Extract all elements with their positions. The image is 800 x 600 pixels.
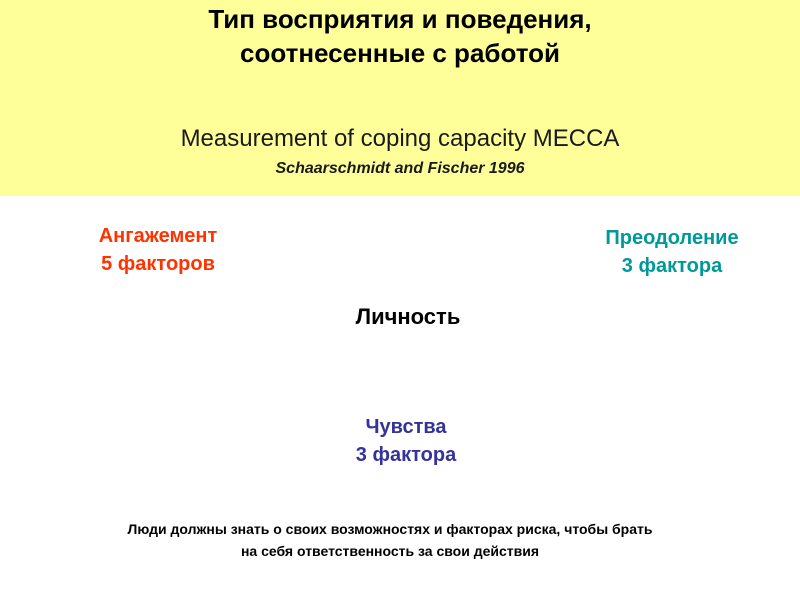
engagement-factor (60, 222, 256, 278)
title-banner (0, 0, 800, 196)
footer-note-line-1: Люди должны знать о своих возможностях и факторах риска, чтобы брать (127, 521, 653, 537)
coping-count: 3 фактора (621, 255, 723, 277)
authors-citation: Schaarschmidt and Fischer 1996 (275, 160, 525, 177)
title-line-1: Тип восприятия и поведения, (208, 4, 592, 34)
title-line-2: соотнесенные с работой (240, 38, 560, 68)
slide-title (0, 2, 800, 70)
engagement-label: Ангажемент (98, 225, 218, 247)
footer-note-line-2: на себя ответственность за свои действия (240, 543, 540, 559)
footer-note (0, 518, 780, 562)
coping-label: Преодоление (605, 227, 739, 249)
feelings-count: 3 фактора (355, 444, 457, 466)
slide-subtitle: Measurement of coping capacity MECCA (180, 125, 620, 152)
coping-factor (570, 224, 774, 280)
engagement-count: 5 факторов (101, 253, 215, 275)
feelings-label: Чувства (365, 416, 447, 438)
personality-center-label: Личность (355, 304, 461, 329)
feelings-factor (300, 413, 512, 469)
